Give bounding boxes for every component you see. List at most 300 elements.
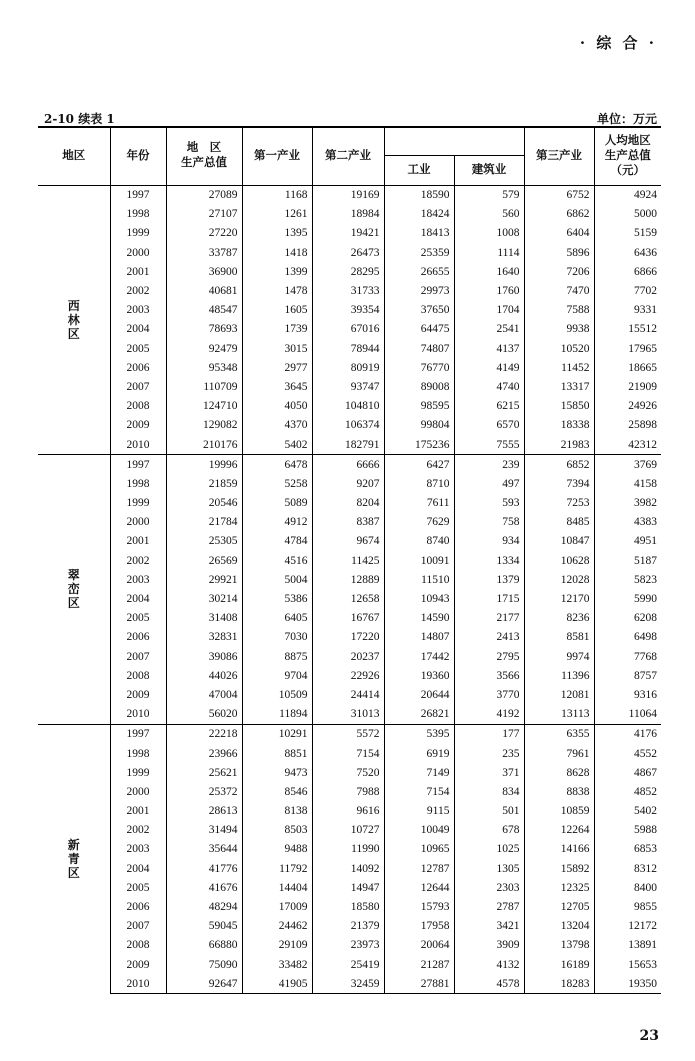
- cell-gdp: 78693: [166, 320, 242, 339]
- cell-gdp: 36900: [166, 262, 242, 281]
- cell-gdp: 59045: [166, 917, 242, 936]
- cell-gdp: 39086: [166, 647, 242, 666]
- cell-construction: 1025: [454, 840, 524, 859]
- cell-per-capita: 15512: [594, 320, 661, 339]
- cell-year: 2005: [110, 609, 166, 628]
- cell-per-capita: 6208: [594, 609, 661, 628]
- cell-primary: 6405: [242, 609, 312, 628]
- cell-tertiary: 6752: [524, 185, 594, 205]
- cell-construction: 2795: [454, 647, 524, 666]
- cell-industry: 64475: [384, 320, 454, 339]
- col-per-capita: [594, 127, 661, 185]
- cell-primary: 24462: [242, 917, 312, 936]
- cell-industry: 17958: [384, 917, 454, 936]
- cell-industry: 6427: [384, 455, 454, 475]
- cell-tertiary: 7253: [524, 494, 594, 513]
- table-row: [38, 666, 661, 685]
- cell-industry: 12787: [384, 859, 454, 878]
- cell-primary: 4912: [242, 513, 312, 532]
- cell-tertiary: 9974: [524, 647, 594, 666]
- cell-gdp: 48547: [166, 301, 242, 320]
- col-per-capita-line2: 生产总值: [604, 149, 651, 162]
- cell-tertiary: 11396: [524, 666, 594, 685]
- cell-year: 2008: [110, 936, 166, 955]
- cell-year: 2000: [110, 243, 166, 262]
- cell-industry: 25359: [384, 243, 454, 262]
- cell-gdp: 124710: [166, 397, 242, 416]
- cell-tertiary: 10520: [524, 339, 594, 358]
- cell-construction: 2541: [454, 320, 524, 339]
- cell-construction: 7555: [454, 435, 524, 455]
- cell-tertiary: 13798: [524, 936, 594, 955]
- table-row: [38, 570, 661, 589]
- cell-tertiary: 7206: [524, 262, 594, 281]
- cell-construction: 758: [454, 513, 524, 532]
- cell-secondary: 12889: [312, 570, 384, 589]
- cell-industry: 27881: [384, 974, 454, 994]
- cell-industry: 14590: [384, 609, 454, 628]
- cell-primary: 33482: [242, 955, 312, 974]
- cell-primary: 9704: [242, 666, 312, 685]
- cell-construction: 579: [454, 185, 524, 205]
- cell-secondary: 19169: [312, 185, 384, 205]
- cell-primary: 8851: [242, 744, 312, 763]
- cell-industry: 17442: [384, 647, 454, 666]
- cell-per-capita: 7768: [594, 647, 661, 666]
- cell-tertiary: 18338: [524, 416, 594, 435]
- cell-tertiary: 6404: [524, 224, 594, 243]
- cell-per-capita: 7702: [594, 281, 661, 300]
- cell-industry: 20644: [384, 685, 454, 704]
- cell-primary: 6478: [242, 455, 312, 475]
- cell-construction: 4192: [454, 705, 524, 725]
- cell-construction: 1704: [454, 301, 524, 320]
- cell-per-capita: 6866: [594, 262, 661, 281]
- table-row: [38, 339, 661, 358]
- cell-per-capita: 11064: [594, 705, 661, 725]
- cell-secondary: 24414: [312, 685, 384, 704]
- table-row: [38, 936, 661, 955]
- cell-gdp: 33787: [166, 243, 242, 262]
- col-gdp-line1: 地 区: [186, 142, 222, 155]
- cell-primary: 7030: [242, 628, 312, 647]
- cell-year: 2009: [110, 416, 166, 435]
- col-gdp-line2: 生产总值: [181, 157, 227, 170]
- cell-per-capita: 4176: [594, 724, 661, 744]
- cell-per-capita: 9316: [594, 685, 661, 704]
- cell-year: 1998: [110, 474, 166, 493]
- cell-tertiary: 6862: [524, 205, 594, 224]
- table-row: [38, 205, 661, 224]
- cell-secondary: 31733: [312, 281, 384, 300]
- table-row: [38, 782, 661, 801]
- cell-tertiary: 10628: [524, 551, 594, 570]
- cell-gdp: 44026: [166, 666, 242, 685]
- table-row: [38, 243, 661, 262]
- cell-secondary: 8387: [312, 513, 384, 532]
- cell-gdp: 75090: [166, 955, 242, 974]
- table-row: [38, 513, 661, 532]
- cell-construction: 1305: [454, 859, 524, 878]
- table-row: [38, 802, 661, 821]
- cell-industry: 76770: [384, 358, 454, 377]
- cell-industry: 26821: [384, 705, 454, 725]
- cell-per-capita: 8312: [594, 859, 661, 878]
- cell-tertiary: 8581: [524, 628, 594, 647]
- cell-secondary: 7988: [312, 782, 384, 801]
- table-row: [38, 320, 661, 339]
- cell-gdp: 26569: [166, 551, 242, 570]
- cell-industry: 8710: [384, 474, 454, 493]
- cell-secondary: 8204: [312, 494, 384, 513]
- cell-gdp: 28613: [166, 802, 242, 821]
- cell-tertiary: 7588: [524, 301, 594, 320]
- cell-industry: 26655: [384, 262, 454, 281]
- cell-gdp: 19996: [166, 455, 242, 475]
- cell-tertiary: 6355: [524, 724, 594, 744]
- cell-gdp: 40681: [166, 281, 242, 300]
- cell-primary: 14404: [242, 878, 312, 897]
- cell-construction: 6570: [454, 416, 524, 435]
- cell-tertiary: 15892: [524, 859, 594, 878]
- cell-tertiary: 18283: [524, 974, 594, 994]
- table-row: [38, 416, 661, 435]
- cell-tertiary: 8485: [524, 513, 594, 532]
- table-row: [38, 821, 661, 840]
- cell-industry: 20064: [384, 936, 454, 955]
- cell-per-capita: 6498: [594, 628, 661, 647]
- cell-tertiary: 21983: [524, 435, 594, 455]
- cell-secondary: 11990: [312, 840, 384, 859]
- cell-primary: 8503: [242, 821, 312, 840]
- cell-per-capita: 6436: [594, 243, 661, 262]
- cell-gdp: 31494: [166, 821, 242, 840]
- cell-gdp: 110709: [166, 377, 242, 396]
- cell-per-capita: 25898: [594, 416, 661, 435]
- cell-per-capita: 4867: [594, 763, 661, 782]
- district-name: 新 青 区: [38, 724, 110, 994]
- cell-secondary: 32459: [312, 974, 384, 994]
- cell-gdp: 27107: [166, 205, 242, 224]
- cell-industry: 5395: [384, 724, 454, 744]
- cell-year: 1997: [110, 724, 166, 744]
- table-row: [38, 532, 661, 551]
- cell-year: 2009: [110, 685, 166, 704]
- cell-tertiary: 6852: [524, 455, 594, 475]
- cell-industry: 7149: [384, 763, 454, 782]
- cell-secondary: 31013: [312, 705, 384, 725]
- cell-industry: 74807: [384, 339, 454, 358]
- col-industry: 工业: [384, 155, 454, 185]
- cell-construction: 1334: [454, 551, 524, 570]
- cell-secondary: 7520: [312, 763, 384, 782]
- cell-year: 2004: [110, 589, 166, 608]
- cell-industry: 7611: [384, 494, 454, 513]
- cell-secondary: 9616: [312, 802, 384, 821]
- table-row: [38, 859, 661, 878]
- cell-year: 2003: [110, 840, 166, 859]
- cell-year: 2002: [110, 551, 166, 570]
- cell-secondary: 22926: [312, 666, 384, 685]
- table-row: [38, 262, 661, 281]
- cell-gdp: 92479: [166, 339, 242, 358]
- cell-construction: 371: [454, 763, 524, 782]
- cell-per-capita: 3982: [594, 494, 661, 513]
- cell-per-capita: 42312: [594, 435, 661, 455]
- cell-primary: 8875: [242, 647, 312, 666]
- table-row: [38, 878, 661, 897]
- cell-primary: 1605: [242, 301, 312, 320]
- cell-per-capita: 5187: [594, 551, 661, 570]
- cell-secondary: 67016: [312, 320, 384, 339]
- cell-gdp: 41676: [166, 878, 242, 897]
- table-body: [38, 185, 661, 994]
- cell-tertiary: 12028: [524, 570, 594, 589]
- cell-secondary: 80919: [312, 358, 384, 377]
- cell-gdp: 23966: [166, 744, 242, 763]
- cell-tertiary: 13204: [524, 917, 594, 936]
- table-row: [38, 455, 661, 475]
- col-secondary-breakdown: [384, 127, 524, 155]
- cell-per-capita: 9855: [594, 897, 661, 916]
- cell-secondary: 78944: [312, 339, 384, 358]
- cell-tertiary: 16189: [524, 955, 594, 974]
- cell-construction: 2413: [454, 628, 524, 647]
- cell-per-capita: 5990: [594, 589, 661, 608]
- cell-year: 2001: [110, 532, 166, 551]
- cell-per-capita: 5402: [594, 802, 661, 821]
- cell-per-capita: 21909: [594, 377, 661, 396]
- cell-tertiary: 13317: [524, 377, 594, 396]
- cell-per-capita: 5823: [594, 570, 661, 589]
- cell-construction: 1114: [454, 243, 524, 262]
- table-row: [38, 609, 661, 628]
- cell-gdp: 129082: [166, 416, 242, 435]
- cell-gdp: 25372: [166, 782, 242, 801]
- cell-year: 2008: [110, 397, 166, 416]
- cell-industry: 7154: [384, 782, 454, 801]
- cell-construction: 593: [454, 494, 524, 513]
- table-row: [38, 744, 661, 763]
- cell-primary: 1418: [242, 243, 312, 262]
- cell-tertiary: 14166: [524, 840, 594, 859]
- cell-construction: 834: [454, 782, 524, 801]
- cell-year: 2003: [110, 301, 166, 320]
- cell-industry: 10091: [384, 551, 454, 570]
- cell-construction: 3909: [454, 936, 524, 955]
- cell-primary: 2977: [242, 358, 312, 377]
- cell-secondary: 18580: [312, 897, 384, 916]
- cell-secondary: 25419: [312, 955, 384, 974]
- cell-secondary: 10727: [312, 821, 384, 840]
- cell-secondary: 26473: [312, 243, 384, 262]
- cell-construction: 4132: [454, 955, 524, 974]
- cell-year: 2010: [110, 435, 166, 455]
- cell-secondary: 23973: [312, 936, 384, 955]
- cell-gdp: 27220: [166, 224, 242, 243]
- cell-primary: 10509: [242, 685, 312, 704]
- cell-construction: 235: [454, 744, 524, 763]
- table-row: [38, 628, 661, 647]
- cell-gdp: 31408: [166, 609, 242, 628]
- cell-year: 1999: [110, 494, 166, 513]
- cell-secondary: 14092: [312, 859, 384, 878]
- cell-construction: 2177: [454, 609, 524, 628]
- cell-per-capita: 13891: [594, 936, 661, 955]
- table-row: [38, 281, 661, 300]
- table-row: [38, 397, 661, 416]
- cell-secondary: 6666: [312, 455, 384, 475]
- cell-per-capita: 4924: [594, 185, 661, 205]
- cell-year: 2006: [110, 358, 166, 377]
- cell-industry: 14807: [384, 628, 454, 647]
- cell-construction: 6215: [454, 397, 524, 416]
- cell-construction: 3770: [454, 685, 524, 704]
- cell-tertiary: 8838: [524, 782, 594, 801]
- cell-year: 2002: [110, 281, 166, 300]
- cell-primary: 5402: [242, 435, 312, 455]
- cell-per-capita: 24926: [594, 397, 661, 416]
- cell-per-capita: 19350: [594, 974, 661, 994]
- cell-primary: 8546: [242, 782, 312, 801]
- cell-industry: 18590: [384, 185, 454, 205]
- cell-construction: 2303: [454, 878, 524, 897]
- cell-industry: 37650: [384, 301, 454, 320]
- page-number: 23: [639, 1028, 659, 1044]
- cell-tertiary: 7394: [524, 474, 594, 493]
- cell-primary: 10291: [242, 724, 312, 744]
- cell-tertiary: 9938: [524, 320, 594, 339]
- cell-year: 2010: [110, 705, 166, 725]
- cell-construction: 4149: [454, 358, 524, 377]
- col-per-capita-line1: 人均地区: [604, 134, 651, 147]
- cell-industry: 10049: [384, 821, 454, 840]
- cell-year: 1997: [110, 455, 166, 475]
- cell-industry: 175236: [384, 435, 454, 455]
- cell-primary: 4784: [242, 532, 312, 551]
- cell-tertiary: 8236: [524, 609, 594, 628]
- cell-per-capita: 4951: [594, 532, 661, 551]
- cell-year: 1997: [110, 185, 166, 205]
- cell-primary: 1168: [242, 185, 312, 205]
- cell-per-capita: 5000: [594, 205, 661, 224]
- col-per-capita-line3: （元）: [610, 164, 645, 177]
- cell-construction: 1715: [454, 589, 524, 608]
- cell-year: 2008: [110, 666, 166, 685]
- table-row: [38, 551, 661, 570]
- cell-gdp: 29921: [166, 570, 242, 589]
- cell-gdp: 25621: [166, 763, 242, 782]
- col-secondary: 第二产业: [312, 127, 384, 185]
- statistics-table: [38, 126, 661, 994]
- cell-gdp: 210176: [166, 435, 242, 455]
- cell-primary: 1395: [242, 224, 312, 243]
- cell-secondary: 16767: [312, 609, 384, 628]
- cell-construction: 1008: [454, 224, 524, 243]
- cell-primary: 4516: [242, 551, 312, 570]
- cell-secondary: 9674: [312, 532, 384, 551]
- cell-per-capita: 5159: [594, 224, 661, 243]
- cell-construction: 3421: [454, 917, 524, 936]
- cell-per-capita: 17965: [594, 339, 661, 358]
- cell-year: 2007: [110, 647, 166, 666]
- cell-primary: 3645: [242, 377, 312, 396]
- table-row: [38, 494, 661, 513]
- cell-secondary: 39354: [312, 301, 384, 320]
- cell-secondary: 18984: [312, 205, 384, 224]
- cell-construction: 1379: [454, 570, 524, 589]
- cell-primary: 41905: [242, 974, 312, 994]
- cell-industry: 11510: [384, 570, 454, 589]
- cell-gdp: 30214: [166, 589, 242, 608]
- table-row: [38, 647, 661, 666]
- cell-year: 2005: [110, 878, 166, 897]
- table-row: [38, 435, 661, 455]
- cell-per-capita: 4383: [594, 513, 661, 532]
- col-gdp: [166, 127, 242, 185]
- cell-gdp: 35644: [166, 840, 242, 859]
- cell-per-capita: 6853: [594, 840, 661, 859]
- cell-industry: 19360: [384, 666, 454, 685]
- cell-per-capita: 4552: [594, 744, 661, 763]
- cell-gdp: 48294: [166, 897, 242, 916]
- cell-gdp: 41776: [166, 859, 242, 878]
- cell-tertiary: 7470: [524, 281, 594, 300]
- cell-gdp: 25305: [166, 532, 242, 551]
- cell-construction: 1760: [454, 281, 524, 300]
- cell-per-capita: 9331: [594, 301, 661, 320]
- cell-gdp: 22218: [166, 724, 242, 744]
- table-row: [38, 897, 661, 916]
- cell-tertiary: 15850: [524, 397, 594, 416]
- cell-per-capita: 12172: [594, 917, 661, 936]
- cell-secondary: 93747: [312, 377, 384, 396]
- cell-secondary: 104810: [312, 397, 384, 416]
- cell-tertiary: 12264: [524, 821, 594, 840]
- cell-secondary: 12658: [312, 589, 384, 608]
- cell-primary: 5004: [242, 570, 312, 589]
- cell-secondary: 5572: [312, 724, 384, 744]
- cell-primary: 1478: [242, 281, 312, 300]
- col-primary: 第一产业: [242, 127, 312, 185]
- cell-primary: 5258: [242, 474, 312, 493]
- cell-tertiary: 5896: [524, 243, 594, 262]
- cell-primary: 8138: [242, 802, 312, 821]
- cell-year: 1998: [110, 205, 166, 224]
- cell-construction: 560: [454, 205, 524, 224]
- cell-year: 2003: [110, 570, 166, 589]
- table-row: [38, 763, 661, 782]
- cell-tertiary: 12170: [524, 589, 594, 608]
- col-construction: 建筑业: [454, 155, 524, 185]
- cell-year: 2002: [110, 821, 166, 840]
- table-row: [38, 724, 661, 744]
- cell-tertiary: 12081: [524, 685, 594, 704]
- cell-year: 1998: [110, 744, 166, 763]
- table-row: [38, 301, 661, 320]
- cell-year: 2000: [110, 782, 166, 801]
- cell-year: 2000: [110, 513, 166, 532]
- col-district: 地区: [38, 127, 110, 185]
- cell-primary: 9488: [242, 840, 312, 859]
- cell-year: 1999: [110, 224, 166, 243]
- cell-secondary: 14947: [312, 878, 384, 897]
- cell-construction: 497: [454, 474, 524, 493]
- cell-tertiary: 12705: [524, 897, 594, 916]
- cell-gdp: 47004: [166, 685, 242, 704]
- cell-industry: 89008: [384, 377, 454, 396]
- cell-industry: 7629: [384, 513, 454, 532]
